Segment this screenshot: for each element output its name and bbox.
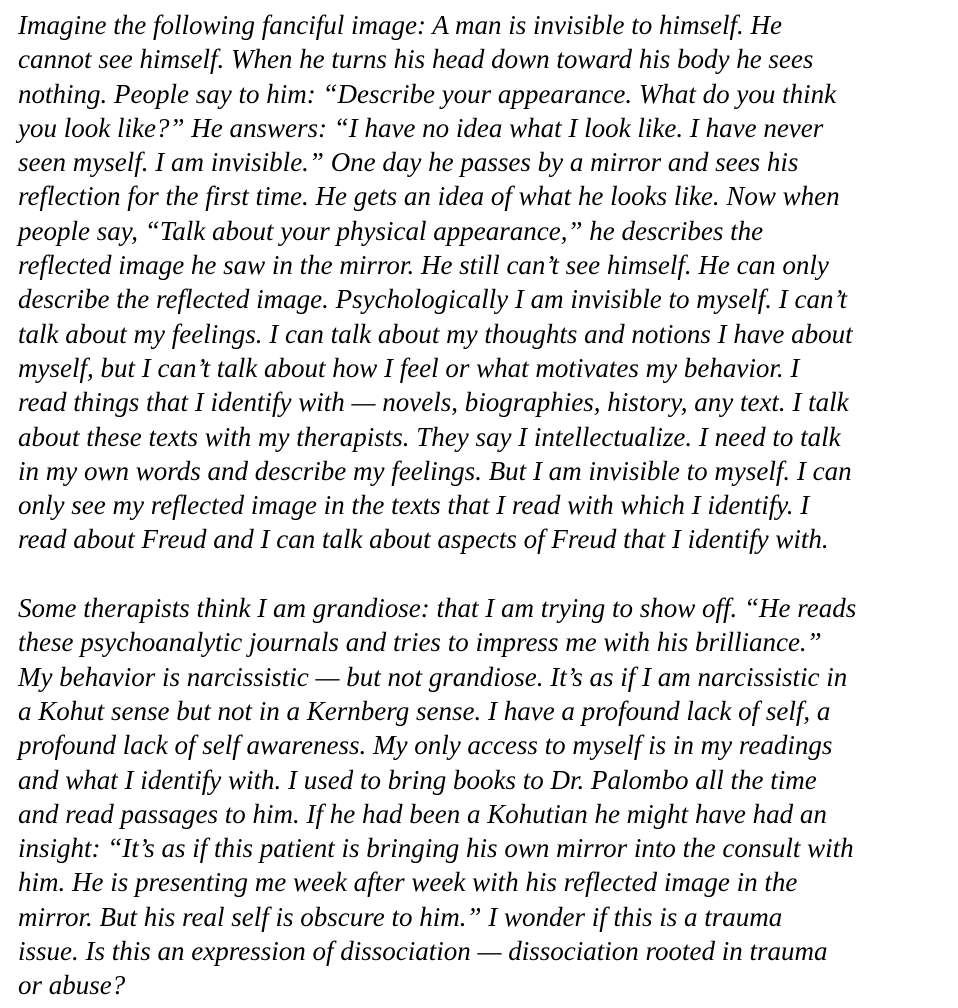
text-line: people say, “Talk about your physical appearance,” he describes the [18, 215, 764, 246]
text-line: only see my reflected image in the texts that I read with which I identify. I [18, 490, 810, 521]
text-line: profound lack of self awareness. My only access to myself is in my readings [18, 730, 833, 761]
text-line: Some therapists think I am grandiose: that I am trying to show off. “He reads [18, 593, 857, 624]
text-line: about these texts with my therapists. They say I intellectualize. I need to talk [18, 421, 841, 452]
text-line: describe the reflected image. Psychologically I am invisible to myself. I can’t [18, 284, 847, 315]
text-line: in my own words and describe my feelings. But I am invisible to myself. I can [18, 455, 852, 486]
text-line: seen myself. I am invisible.” One day he passes by a mirror and sees his [18, 147, 799, 178]
text-line: My behavior is narcissistic — but not grandiose. It’s as if I am narcissistic in [18, 661, 848, 692]
paragraph-therapists [18, 591, 948, 1003]
text-line: reflected image he saw in the mirror. He still can’t see himself. He can only [18, 250, 829, 281]
text-line: reflection for the first time. He gets an idea of what he looks like. Now when [18, 181, 840, 212]
text-line: nothing. People say to him: “Describe your appearance. What do you think [18, 78, 837, 109]
text-line: or abuse? [18, 970, 126, 1001]
text-line: cannot see himself. When he turns his head down toward his body he sees [18, 44, 814, 75]
text-line: read about Freud and I can talk about aspects of Freud that I identify with. [18, 524, 829, 555]
text-line: and what I identify with. I used to bring books to Dr. Palombo all the time [18, 764, 817, 795]
text-line: read things that I identify with — novels, biographies, history, any text. I talk [18, 387, 849, 418]
text-line: these psychoanalytic journals and tries to impress me with his brilliance.” [18, 627, 822, 658]
text-line: Imagine the following fanciful image: A man is invisible to himself. He [18, 10, 782, 40]
text-line: and read passages to him. If he had been a Kohutian he might have had an [18, 798, 827, 829]
text-line: talk about my feelings. I can talk about my thoughts and notions I have about [18, 318, 853, 349]
text-line: mirror. But his real self is obscure to him.” I wonder if this is a trauma [18, 901, 783, 932]
text-line: him. He is presenting me week after week with his reflected image in the [18, 867, 798, 898]
text-line: issue. Is this an expression of dissociation — dissociation rooted in trauma [18, 936, 828, 967]
paragraph-invisible-man [18, 8, 948, 557]
document-body [18, 8, 948, 1003]
text-line: you look like?” He answers: “I have no idea what I look like. I have never [18, 112, 824, 143]
text-line: myself, but I can’t talk about how I feel or what motivates my behavior. I [18, 352, 800, 383]
text-line: a Kohut sense but not in a Kernberg sense. I have a profound lack of self, a [18, 695, 831, 726]
text-line: insight: “It’s as if this patient is bringing his own mirror into the consult with [18, 833, 854, 864]
